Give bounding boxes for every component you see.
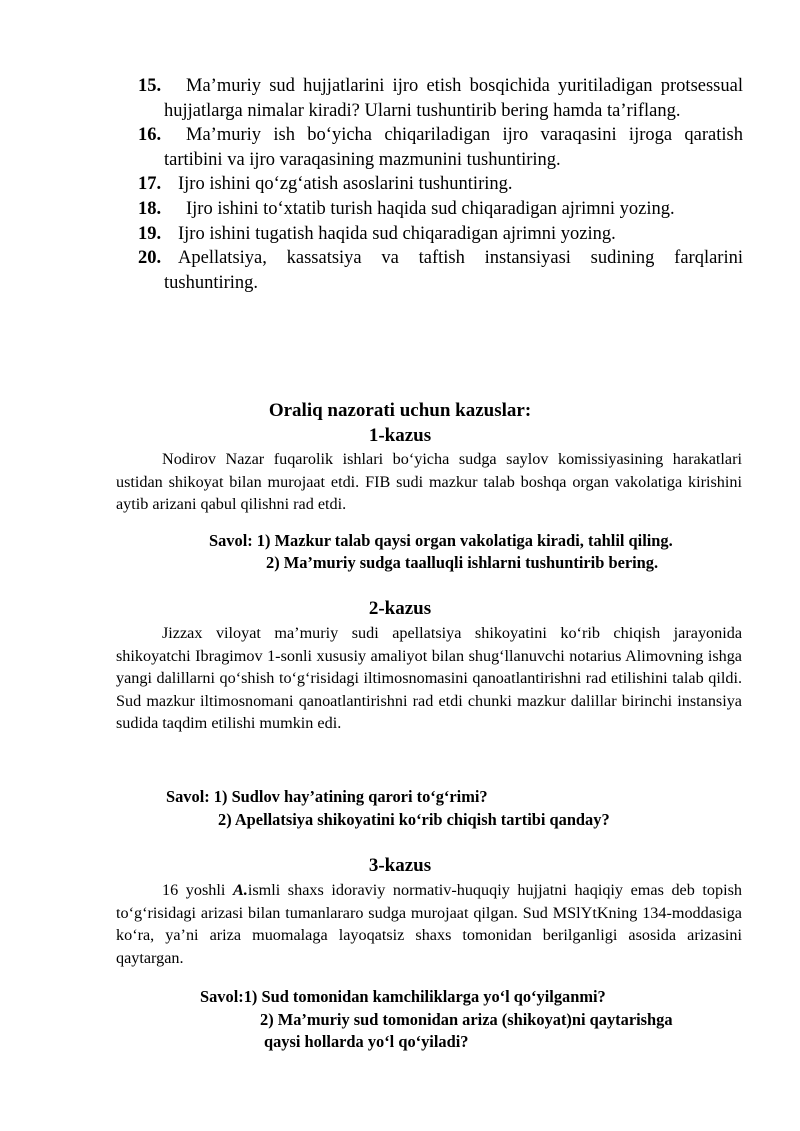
case-question-line: 2) Ma’muriy sud tomonidan ariza (shikoyat)ni qaytarishga bbox=[260, 1010, 673, 1029]
case-title: 3-kazus bbox=[368, 855, 432, 876]
question-text: Ijro ishini tugatish haqida sud chiqaradigan ajrimni yozing. bbox=[178, 223, 616, 244]
case-question-line: 2) Apellatsiya shikoyatini ko‘rib chiqish tartibi qanday? bbox=[218, 810, 610, 829]
question-item bbox=[138, 123, 743, 172]
case-text: Nodirov Nazar fuqarolik ishlari bo‘yicha sudga saylov komissiyasining harakatlari ustidan shikoyat bilan murojaat etdi. FIB sudi mazkur talab boshqa organ vakolatiga kirishini aytib arizani qabul qilishni rad etdi. bbox=[116, 450, 742, 514]
question-text: Apellatsiya, kassatsiya va taftish instansiyasi sudining farqlarini tushuntiring. bbox=[164, 248, 743, 293]
case-text: Jizzax viloyat ma’muriy sudi apellatsiya shikoyatini ko‘rib chiqish jarayonida shikoyatchi Ibragimov 1-sonli xususiy amaliyot bilan shug‘llanuvchi notarius Alimovning ishga yangi dalillarni qo‘shish to‘g‘risidagi iltimosnomasini qanoatlantirishni rad etilishini talab qildi. Sud mazkur iltimosnomani qanoatlantirishni rad etdi chunki mazkur dalillar birinchi instansiya sudida taqdim etilishi mumkin edi. bbox=[116, 624, 742, 733]
question-number: 19. bbox=[138, 223, 162, 244]
case-question-line: Savol: 1) Sudlov hay’atining qarori to‘g‘rimi? bbox=[166, 787, 488, 806]
question-number: 16. bbox=[138, 125, 162, 146]
case-question-line: Savol: 1) Mazkur talab qaysi organ vakolatiga kiradi, tahlil qiling. bbox=[209, 531, 673, 550]
case-text-emphasis: A. bbox=[232, 881, 248, 899]
question-number: 18. bbox=[138, 198, 162, 219]
question-item bbox=[138, 246, 743, 295]
case-question-line: qaysi hollarda yo‘l qo‘yiladi? bbox=[264, 1032, 469, 1051]
question-number: 15. bbox=[138, 76, 162, 96]
question-number: 17. bbox=[138, 174, 162, 195]
case-title: 2-kazus bbox=[368, 598, 432, 619]
case-question-line: 2) Ma’muriy sudga taalluqli ishlarni tushuntirib bering. bbox=[266, 553, 659, 572]
question-text: Ma’muriy ish bo‘yicha chiqariladigan ijro varaqasini ijroga qaratish tartibini va ijro varaqasining mazmunini tushuntiring. bbox=[164, 125, 743, 170]
question-text: Ma’muriy sud hujjatlarini ijro etish bosqichida yuritiladigan protsessual hujjatlarga nimalar kiradi? Ularni tushuntirib bering hamda ta’riflang. bbox=[164, 76, 743, 121]
question-text: Ijro ishini to‘xtatib turish haqida sud chiqaradigan ajrimni yozing. bbox=[186, 198, 675, 219]
question-text: Ijro ishini qo‘zg‘atish asoslarini tushuntiring. bbox=[178, 174, 513, 195]
question-item bbox=[138, 172, 743, 197]
question-list bbox=[138, 74, 743, 295]
question-item bbox=[138, 74, 743, 123]
case-title: 1-kazus bbox=[368, 425, 432, 446]
question-number: 20. bbox=[138, 248, 162, 269]
case-text-prefix: 16 yoshli bbox=[162, 881, 233, 899]
section-heading: Oraliq nazorati uchun kazuslar: bbox=[268, 400, 532, 421]
case-text-rest: ismli shaxs idoraviy normativ-huquqiy hujjatni haqiqiy emas deb topish to‘g‘risidagi arizasi bilan tumanlararo sudga murojaat qilgan. Sud MSlYtKning 134-moddasiga ko‘ra, ya’ni ariza muomalaga layoqatsiz shaxs tomonidan berilganligi asosida arizasini qaytargan. bbox=[116, 881, 743, 967]
question-item bbox=[138, 222, 743, 247]
question-item bbox=[138, 197, 743, 222]
case-text bbox=[116, 879, 742, 969]
case-question-line: Savol:1) Sud tomonidan kamchiliklarga yo‘l qo‘yilganmi? bbox=[200, 987, 606, 1006]
